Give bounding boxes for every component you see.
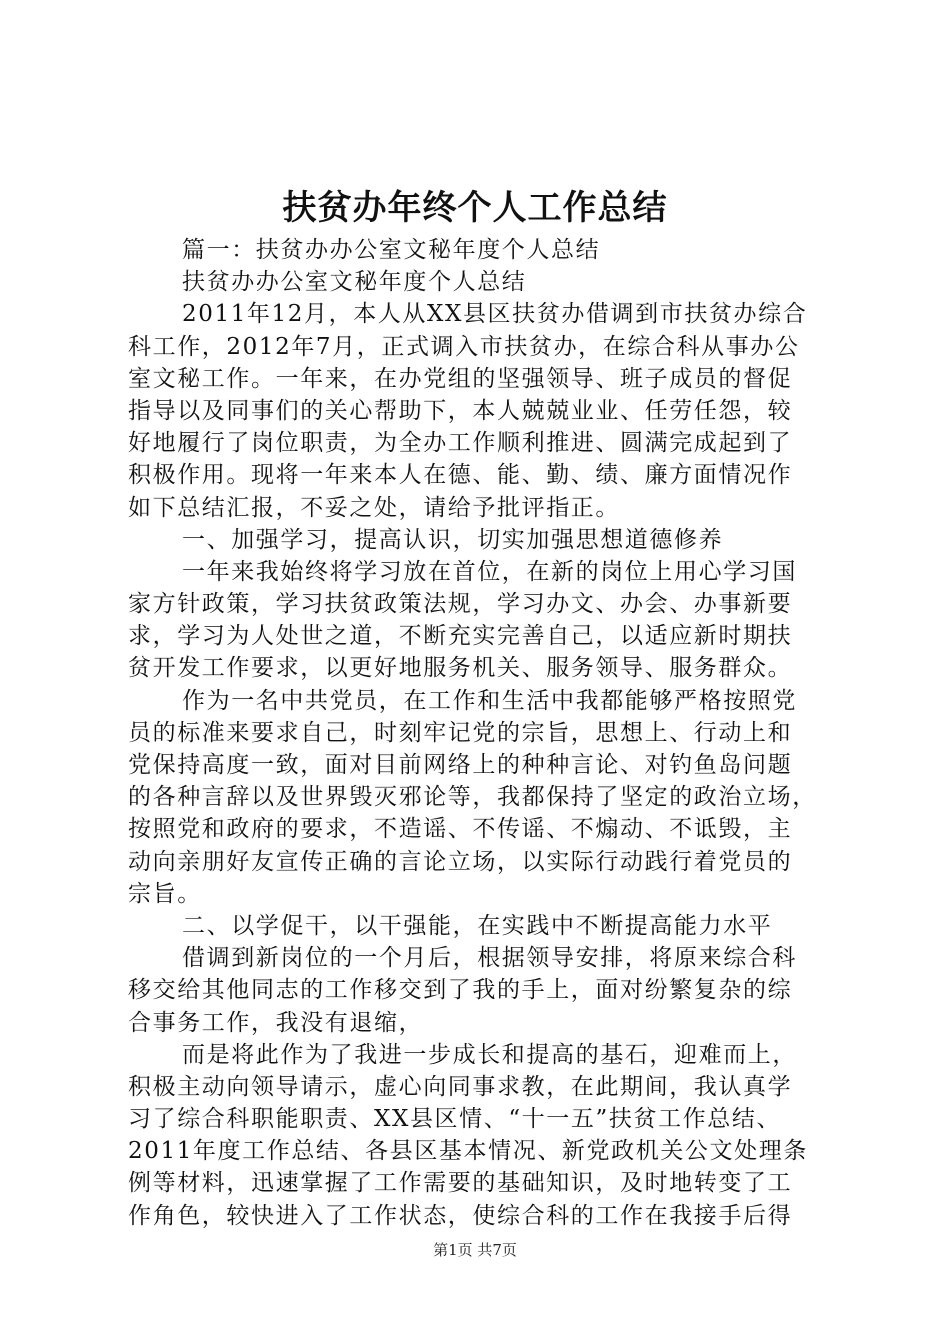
section-heading: 一、加强学习，提高认识，切实加强思想道德修养	[182, 526, 724, 553]
paragraph-line: 党保持高度一致，面对目前网络上的种种言论、对钓鱼岛问题	[128, 752, 793, 778]
paragraph-line: 贫开发工作要求，以更好地服务机关、服务领导、服务群众。	[128, 655, 793, 682]
section-heading: 篇一：扶贫办办公室文秘年度个人总结	[182, 237, 601, 263]
page-number: 第1页 共7页	[433, 1241, 517, 1259]
paragraph-line: 动向亲朋好友宣传正确的言论立场，以实际行动践行着党员的	[128, 848, 793, 875]
document-title: 扶贫办年终个人工作总结	[282, 188, 668, 228]
paragraph-line: 合事务工作，我没有退缩，	[128, 1009, 424, 1036]
paragraph-line: 积极作用。现将一年来本人在德、能、勤、绩、廉方面情况作	[128, 462, 793, 489]
paragraph-line: 宗旨。	[128, 880, 202, 907]
section-heading: 二、以学促干，以干强能，在实践中不断提高能力水平	[182, 912, 773, 939]
paragraph-line: 好地履行了岗位职责，为全办工作顺利推进、圆满完成起到了	[128, 430, 793, 457]
paragraph-line: 例等材料，迅速掌握了工作需要的基础知识，及时地转变了工	[128, 1170, 793, 1197]
paragraph-line: 作角色，较快进入了工作状态，使综合科的工作在我接手后得	[128, 1202, 793, 1229]
paragraph-line: 科工作，2012年7月，正式调入市扶贫办，在综合科从事办公	[128, 333, 800, 360]
subtitle-line: 扶贫办办公室文秘年度个人总结	[182, 269, 527, 296]
paragraph-line: 习了综合科职能职责、XX县区情、“十一五”扶贫工作总结、	[128, 1106, 782, 1133]
paragraph-line: 求，学习为人处世之道，不断充实完善自己，以适应新时期扶	[128, 623, 793, 650]
paragraph-line: 而是将此作为了我进一步成长和提高的基石，迎难而上，	[182, 1041, 797, 1068]
paragraph-line: 如下总结汇报，不妥之处，请给予批评指正。	[128, 494, 620, 521]
paragraph-line: 员的标准来要求自己，时刻牢记党的宗旨，思想上、行动上和	[128, 719, 793, 746]
paragraph-line: 作为一名中共党员，在工作和生活中我都能够严格按照党	[182, 687, 797, 714]
paragraph-line: 按照党和政府的要求，不造谣、不传谣、不煽动、不诋毁，主	[128, 816, 793, 843]
paragraph-line: 借调到新岗位的一个月后，根据领导安排，将原来综合科	[182, 945, 797, 972]
paragraph-line: 室文秘工作。一年来，在办党组的坚强领导、班子成员的督促	[128, 365, 793, 392]
paragraph-line: 2011年度工作总结、各县区基本情况、新党政机关公文处理条	[128, 1138, 808, 1165]
paragraph-line: 的各种言辞以及世界毁灭邪论等，我都保持了坚定的政治立场，	[128, 784, 817, 811]
paragraph-line: 2011年12月，本人从XX县区扶贫办借调到市扶贫办综合	[182, 301, 808, 328]
paragraph-line: 积极主动向领导请示，虚心向同事求教，在此期间，我认真学	[128, 1073, 793, 1100]
document-body	[128, 234, 828, 1232]
paragraph-line: 家方针政策，学习扶贫政策法规，学习办文、办会、办事新要	[128, 591, 793, 618]
paragraph-line: 移交给其他同志的工作移交到了我的手上，面对纷繁复杂的综	[128, 977, 793, 1004]
paragraph-line: 一年来我始终将学习放在首位，在新的岗位上用心学习国	[182, 558, 797, 585]
paragraph-line: 指导以及同事们的关心帮助下，本人兢兢业业、任劳任怨，较	[128, 397, 793, 424]
